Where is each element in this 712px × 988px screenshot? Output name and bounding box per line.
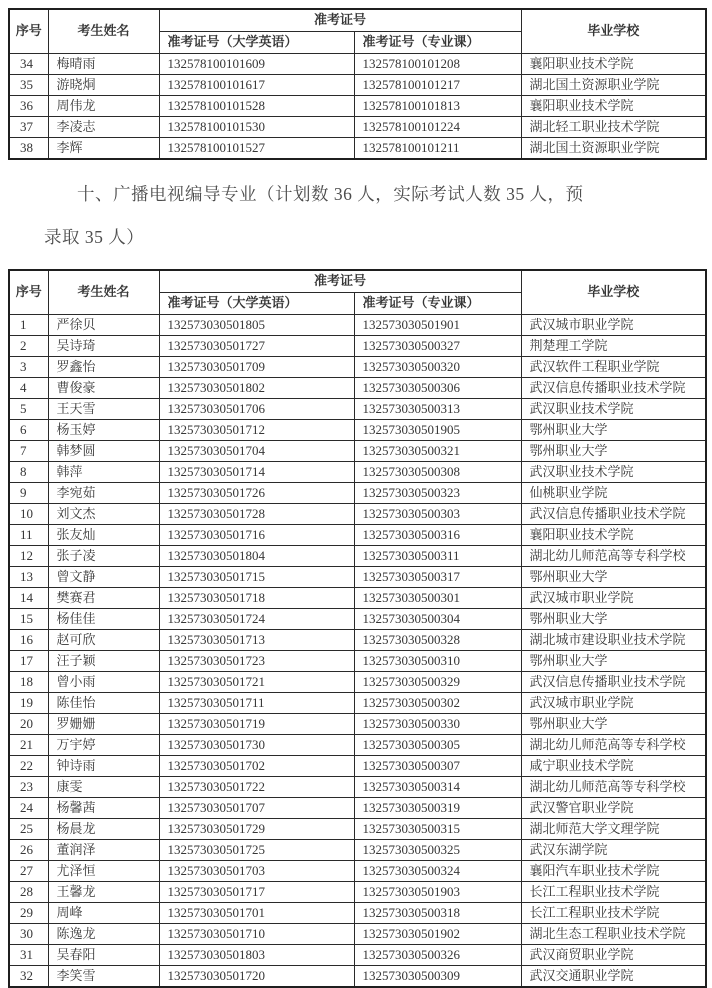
table-row: [9, 117, 706, 138]
cell-ticket-major: 132578100101208: [354, 54, 521, 75]
cell-ticket-english: 132573030501802: [159, 378, 354, 399]
cell-name: 尤泽恒: [48, 861, 159, 882]
roster-table-broadcast-major: [8, 269, 707, 988]
cell-name: 赵可欣: [48, 630, 159, 651]
cell-ticket-english: 132573030501712: [159, 420, 354, 441]
cell-no: 19: [9, 693, 48, 714]
cell-ticket-english: 132573030501706: [159, 399, 354, 420]
cell-ticket-major: 132573030501905: [354, 420, 521, 441]
cell-school: 湖北国土资源职业学院: [521, 75, 706, 96]
cell-ticket-english: 132573030501716: [159, 525, 354, 546]
cell-ticket-major: 132573030500305: [354, 735, 521, 756]
cell-no: 18: [9, 672, 48, 693]
cell-no: 28: [9, 882, 48, 903]
cell-school: 荆楚理工学院: [521, 336, 706, 357]
cell-name: 杨馨茜: [48, 798, 159, 819]
cell-school: 咸宁职业技术学院: [521, 756, 706, 777]
cell-name: 吴诗琦: [48, 336, 159, 357]
cell-school: 武汉交通职业学院: [521, 966, 706, 988]
cell-no: 16: [9, 630, 48, 651]
cell-name: 王馨龙: [48, 882, 159, 903]
cell-no: 26: [9, 840, 48, 861]
cell-ticket-english: 132573030501723: [159, 651, 354, 672]
cell-no: 2: [9, 336, 48, 357]
cell-ticket-english: 132573030501729: [159, 819, 354, 840]
cell-ticket-english: 132573030501714: [159, 462, 354, 483]
cell-ticket-major: 132573030500311: [354, 546, 521, 567]
cell-no: 12: [9, 546, 48, 567]
table-row: [9, 840, 706, 861]
table-row: [9, 735, 706, 756]
cell-school: 鄂州职业大学: [521, 441, 706, 462]
cell-ticket-major: 132573030500315: [354, 819, 521, 840]
cell-no: 34: [9, 54, 48, 75]
table-row: [9, 819, 706, 840]
table-row: [9, 693, 706, 714]
cell-ticket-english: 132573030501704: [159, 441, 354, 462]
cell-school: 武汉信息传播职业技术学院: [521, 504, 706, 525]
cell-ticket-major: 132573030500310: [354, 651, 521, 672]
cell-ticket-english: 132573030501720: [159, 966, 354, 988]
cell-ticket-english: 132573030501707: [159, 798, 354, 819]
cell-no: 1: [9, 315, 48, 336]
cell-ticket-english: 132573030501722: [159, 777, 354, 798]
table-row: [9, 399, 706, 420]
cell-no: 36: [9, 96, 48, 117]
header-ticket-group: 准考证号: [159, 270, 521, 293]
cell-no: 35: [9, 75, 48, 96]
header-school: 毕业学校: [521, 9, 706, 54]
cell-name: 万宇婷: [48, 735, 159, 756]
cell-ticket-english: 132578100101530: [159, 117, 354, 138]
table-row: [9, 567, 706, 588]
cell-ticket-major: 132573030500320: [354, 357, 521, 378]
table-row: [9, 525, 706, 546]
cell-ticket-major: 132573030500301: [354, 588, 521, 609]
cell-name: 杨晨龙: [48, 819, 159, 840]
cell-ticket-english: 132573030501703: [159, 861, 354, 882]
cell-ticket-major: 132573030500309: [354, 966, 521, 988]
cell-ticket-major: 132573030500318: [354, 903, 521, 924]
table-row: [9, 945, 706, 966]
cell-school: 襄阳汽车职业技术学院: [521, 861, 706, 882]
cell-ticket-english: 132573030501725: [159, 840, 354, 861]
table-header: [9, 270, 706, 315]
cell-name: 梅晴雨: [48, 54, 159, 75]
cell-ticket-major: 132573030500303: [354, 504, 521, 525]
cell-no: 32: [9, 966, 48, 988]
cell-no: 17: [9, 651, 48, 672]
cell-no: 30: [9, 924, 48, 945]
table-row: [9, 315, 706, 336]
cell-name: 韩梦圆: [48, 441, 159, 462]
cell-no: 14: [9, 588, 48, 609]
cell-ticket-major: 132573030500330: [354, 714, 521, 735]
table-row: [9, 378, 706, 399]
cell-name: 罗鑫怡: [48, 357, 159, 378]
cell-no: 20: [9, 714, 48, 735]
cell-school: 鄂州职业大学: [521, 420, 706, 441]
table-row: [9, 462, 706, 483]
cell-ticket-english: 132573030501805: [159, 315, 354, 336]
cell-name: 曾文静: [48, 567, 159, 588]
cell-ticket-english: 132573030501726: [159, 483, 354, 504]
cell-ticket-english: 132573030501709: [159, 357, 354, 378]
cell-ticket-major: 132573030500319: [354, 798, 521, 819]
cell-ticket-english: 132573030501711: [159, 693, 354, 714]
table-body: [9, 54, 706, 160]
cell-ticket-english: 132578100101617: [159, 75, 354, 96]
cell-ticket-major: 132573030500316: [354, 525, 521, 546]
cell-name: 吴春阳: [48, 945, 159, 966]
cell-name: 杨玉婷: [48, 420, 159, 441]
table-row: [9, 420, 706, 441]
cell-school: 武汉警官职业学院: [521, 798, 706, 819]
cell-school: 湖北幼儿师范高等专科学校: [521, 777, 706, 798]
cell-school: 武汉商贸职业学院: [521, 945, 706, 966]
table-row: [9, 882, 706, 903]
cell-ticket-major: 132573030501902: [354, 924, 521, 945]
cell-name: 钟诗雨: [48, 756, 159, 777]
cell-school: 武汉城市职业学院: [521, 588, 706, 609]
header-ticket-english: 准考证号（大学英语）: [159, 293, 354, 315]
cell-school: 湖北生态工程职业技术学院: [521, 924, 706, 945]
cell-school: 湖北轻工职业技术学院: [521, 117, 706, 138]
cell-ticket-major: 132573030500327: [354, 336, 521, 357]
cell-ticket-english: 132578100101528: [159, 96, 354, 117]
cell-ticket-english: 132578100101527: [159, 138, 354, 160]
table-row: [9, 672, 706, 693]
cell-no: 4: [9, 378, 48, 399]
cell-ticket-english: 132573030501719: [159, 714, 354, 735]
cell-name: 韩萍: [48, 462, 159, 483]
table-body: [9, 315, 706, 988]
cell-name: 李辉: [48, 138, 159, 160]
cell-school: 武汉职业技术学院: [521, 399, 706, 420]
cell-ticket-english: 132573030501702: [159, 756, 354, 777]
table-row: [9, 714, 706, 735]
cell-ticket-major: 132573030500326: [354, 945, 521, 966]
cell-ticket-major: 132573030500325: [354, 840, 521, 861]
cell-ticket-major: 132573030501901: [354, 315, 521, 336]
cell-no: 7: [9, 441, 48, 462]
cell-school: 武汉职业技术学院: [521, 462, 706, 483]
cell-ticket-major: 132578100101211: [354, 138, 521, 160]
cell-ticket-major: 132573030500304: [354, 609, 521, 630]
cell-school: 湖北幼儿师范高等专科学校: [521, 735, 706, 756]
cell-ticket-major: 132573030500317: [354, 567, 521, 588]
cell-school: 武汉信息传播职业技术学院: [521, 378, 706, 399]
table-row: [9, 546, 706, 567]
cell-ticket-english: 132573030501717: [159, 882, 354, 903]
cell-ticket-english: 132578100101609: [159, 54, 354, 75]
header-name: 考生姓名: [48, 270, 159, 315]
cell-name: 游晓烔: [48, 75, 159, 96]
cell-no: 8: [9, 462, 48, 483]
table-row: [9, 966, 706, 988]
table-row: [9, 336, 706, 357]
cell-name: 杨佳佳: [48, 609, 159, 630]
table-row: [9, 903, 706, 924]
cell-ticket-major: 132573030500324: [354, 861, 521, 882]
cell-no: 3: [9, 357, 48, 378]
header-ticket-group: 准考证号: [159, 9, 521, 32]
cell-no: 5: [9, 399, 48, 420]
header-ticket-english: 准考证号（大学英语）: [159, 32, 354, 54]
cell-school: 武汉软件工程职业学院: [521, 357, 706, 378]
cell-name: 刘文杰: [48, 504, 159, 525]
cell-school: 仙桃职业学院: [521, 483, 706, 504]
cell-ticket-english: 132573030501804: [159, 546, 354, 567]
cell-school: 湖北国土资源职业学院: [521, 138, 706, 160]
cell-no: 6: [9, 420, 48, 441]
cell-ticket-major: 132578100101217: [354, 75, 521, 96]
table-row: [9, 609, 706, 630]
cell-school: 武汉城市职业学院: [521, 693, 706, 714]
cell-name: 周峰: [48, 903, 159, 924]
cell-school: 鄂州职业大学: [521, 714, 706, 735]
section-heading-line2: 录取 35 人）: [44, 227, 145, 247]
header-ticket-major: 准考证号（专业课）: [354, 293, 521, 315]
cell-name: 李笑雪: [48, 966, 159, 988]
cell-name: 张子凌: [48, 546, 159, 567]
header-ticket-major: 准考证号（专业课）: [354, 32, 521, 54]
cell-name: 周伟龙: [48, 96, 159, 117]
cell-school: 湖北城市建设职业技术学院: [521, 630, 706, 651]
table-row: [9, 756, 706, 777]
cell-school: 武汉信息传播职业技术学院: [521, 672, 706, 693]
table-row: [9, 924, 706, 945]
table-row: [9, 777, 706, 798]
cell-name: 曹俊豪: [48, 378, 159, 399]
cell-ticket-major: 132573030500329: [354, 672, 521, 693]
header-no: 序号: [9, 270, 48, 315]
cell-ticket-major: 132573030500307: [354, 756, 521, 777]
cell-name: 张友灿: [48, 525, 159, 546]
cell-school: 武汉城市职业学院: [521, 315, 706, 336]
cell-school: 湖北师范大学文理学院: [521, 819, 706, 840]
cell-ticket-major: 132578100101224: [354, 117, 521, 138]
cell-ticket-english: 132573030501715: [159, 567, 354, 588]
cell-ticket-major: 132573030500314: [354, 777, 521, 798]
cell-no: 27: [9, 861, 48, 882]
cell-name: 曾小雨: [48, 672, 159, 693]
cell-name: 严徐贝: [48, 315, 159, 336]
cell-ticket-english: 132573030501728: [159, 504, 354, 525]
cell-no: 9: [9, 483, 48, 504]
cell-name: 王天雪: [48, 399, 159, 420]
cell-name: 陈逸龙: [48, 924, 159, 945]
cell-name: 康雯: [48, 777, 159, 798]
table-row: [9, 357, 706, 378]
header-school: 毕业学校: [521, 270, 706, 315]
cell-no: 10: [9, 504, 48, 525]
roster-table-previous-major: [8, 8, 707, 160]
cell-no: 21: [9, 735, 48, 756]
cell-ticket-major: 132573030500306: [354, 378, 521, 399]
cell-no: 25: [9, 819, 48, 840]
cell-school: 鄂州职业大学: [521, 609, 706, 630]
cell-no: 23: [9, 777, 48, 798]
cell-no: 15: [9, 609, 48, 630]
cell-school: 襄阳职业技术学院: [521, 96, 706, 117]
cell-ticket-english: 132573030501721: [159, 672, 354, 693]
cell-no: 29: [9, 903, 48, 924]
cell-school: 鄂州职业大学: [521, 567, 706, 588]
cell-school: 长江工程职业技术学院: [521, 903, 706, 924]
table-row: [9, 861, 706, 882]
cell-name: 汪子颖: [48, 651, 159, 672]
cell-ticket-english: 132573030501718: [159, 588, 354, 609]
table-row: [9, 75, 706, 96]
cell-ticket-major: 132573030501903: [354, 882, 521, 903]
cell-ticket-major: 132573030500302: [354, 693, 521, 714]
table-row: [9, 483, 706, 504]
cell-ticket-major: 132573030500313: [354, 399, 521, 420]
table-row: [9, 138, 706, 160]
cell-school: 武汉东湖学院: [521, 840, 706, 861]
cell-ticket-major: 132573030500328: [354, 630, 521, 651]
cell-no: 37: [9, 117, 48, 138]
section-heading-line1: 十、广播电视编导专业（计划数 36 人，实际考试人数 35 人，预: [77, 184, 584, 204]
cell-ticket-english: 132573030501803: [159, 945, 354, 966]
cell-ticket-english: 132573030501730: [159, 735, 354, 756]
cell-ticket-english: 132573030501727: [159, 336, 354, 357]
table-row: [9, 651, 706, 672]
cell-no: 38: [9, 138, 48, 160]
cell-ticket-major: 132573030500308: [354, 462, 521, 483]
cell-ticket-english: 132573030501701: [159, 903, 354, 924]
cell-no: 22: [9, 756, 48, 777]
cell-school: 长江工程职业技术学院: [521, 882, 706, 903]
table-row: [9, 96, 706, 117]
cell-no: 31: [9, 945, 48, 966]
header-no: 序号: [9, 9, 48, 54]
cell-ticket-english: 132573030501710: [159, 924, 354, 945]
table-header: [9, 9, 706, 54]
cell-name: 陈佳怡: [48, 693, 159, 714]
header-name: 考生姓名: [48, 9, 159, 54]
cell-name: 李宛茹: [48, 483, 159, 504]
cell-school: 湖北幼儿师范高等专科学校: [521, 546, 706, 567]
cell-no: 13: [9, 567, 48, 588]
cell-ticket-major: 132573030500323: [354, 483, 521, 504]
table-row: [9, 798, 706, 819]
cell-ticket-english: 132573030501724: [159, 609, 354, 630]
table-row: [9, 504, 706, 525]
cell-name: 罗姗姗: [48, 714, 159, 735]
cell-school: 鄂州职业大学: [521, 651, 706, 672]
cell-no: 11: [9, 525, 48, 546]
table-row: [9, 630, 706, 651]
cell-school: 襄阳职业技术学院: [521, 54, 706, 75]
cell-no: 24: [9, 798, 48, 819]
section-heading: [44, 173, 705, 259]
table-row: [9, 588, 706, 609]
cell-name: 董润泽: [48, 840, 159, 861]
cell-ticket-major: 132573030500321: [354, 441, 521, 462]
table-row: [9, 441, 706, 462]
cell-name: 樊赛君: [48, 588, 159, 609]
table-row: [9, 54, 706, 75]
cell-school: 襄阳职业技术学院: [521, 525, 706, 546]
cell-name: 李凌志: [48, 117, 159, 138]
cell-ticket-english: 132573030501713: [159, 630, 354, 651]
cell-ticket-major: 132578100101813: [354, 96, 521, 117]
